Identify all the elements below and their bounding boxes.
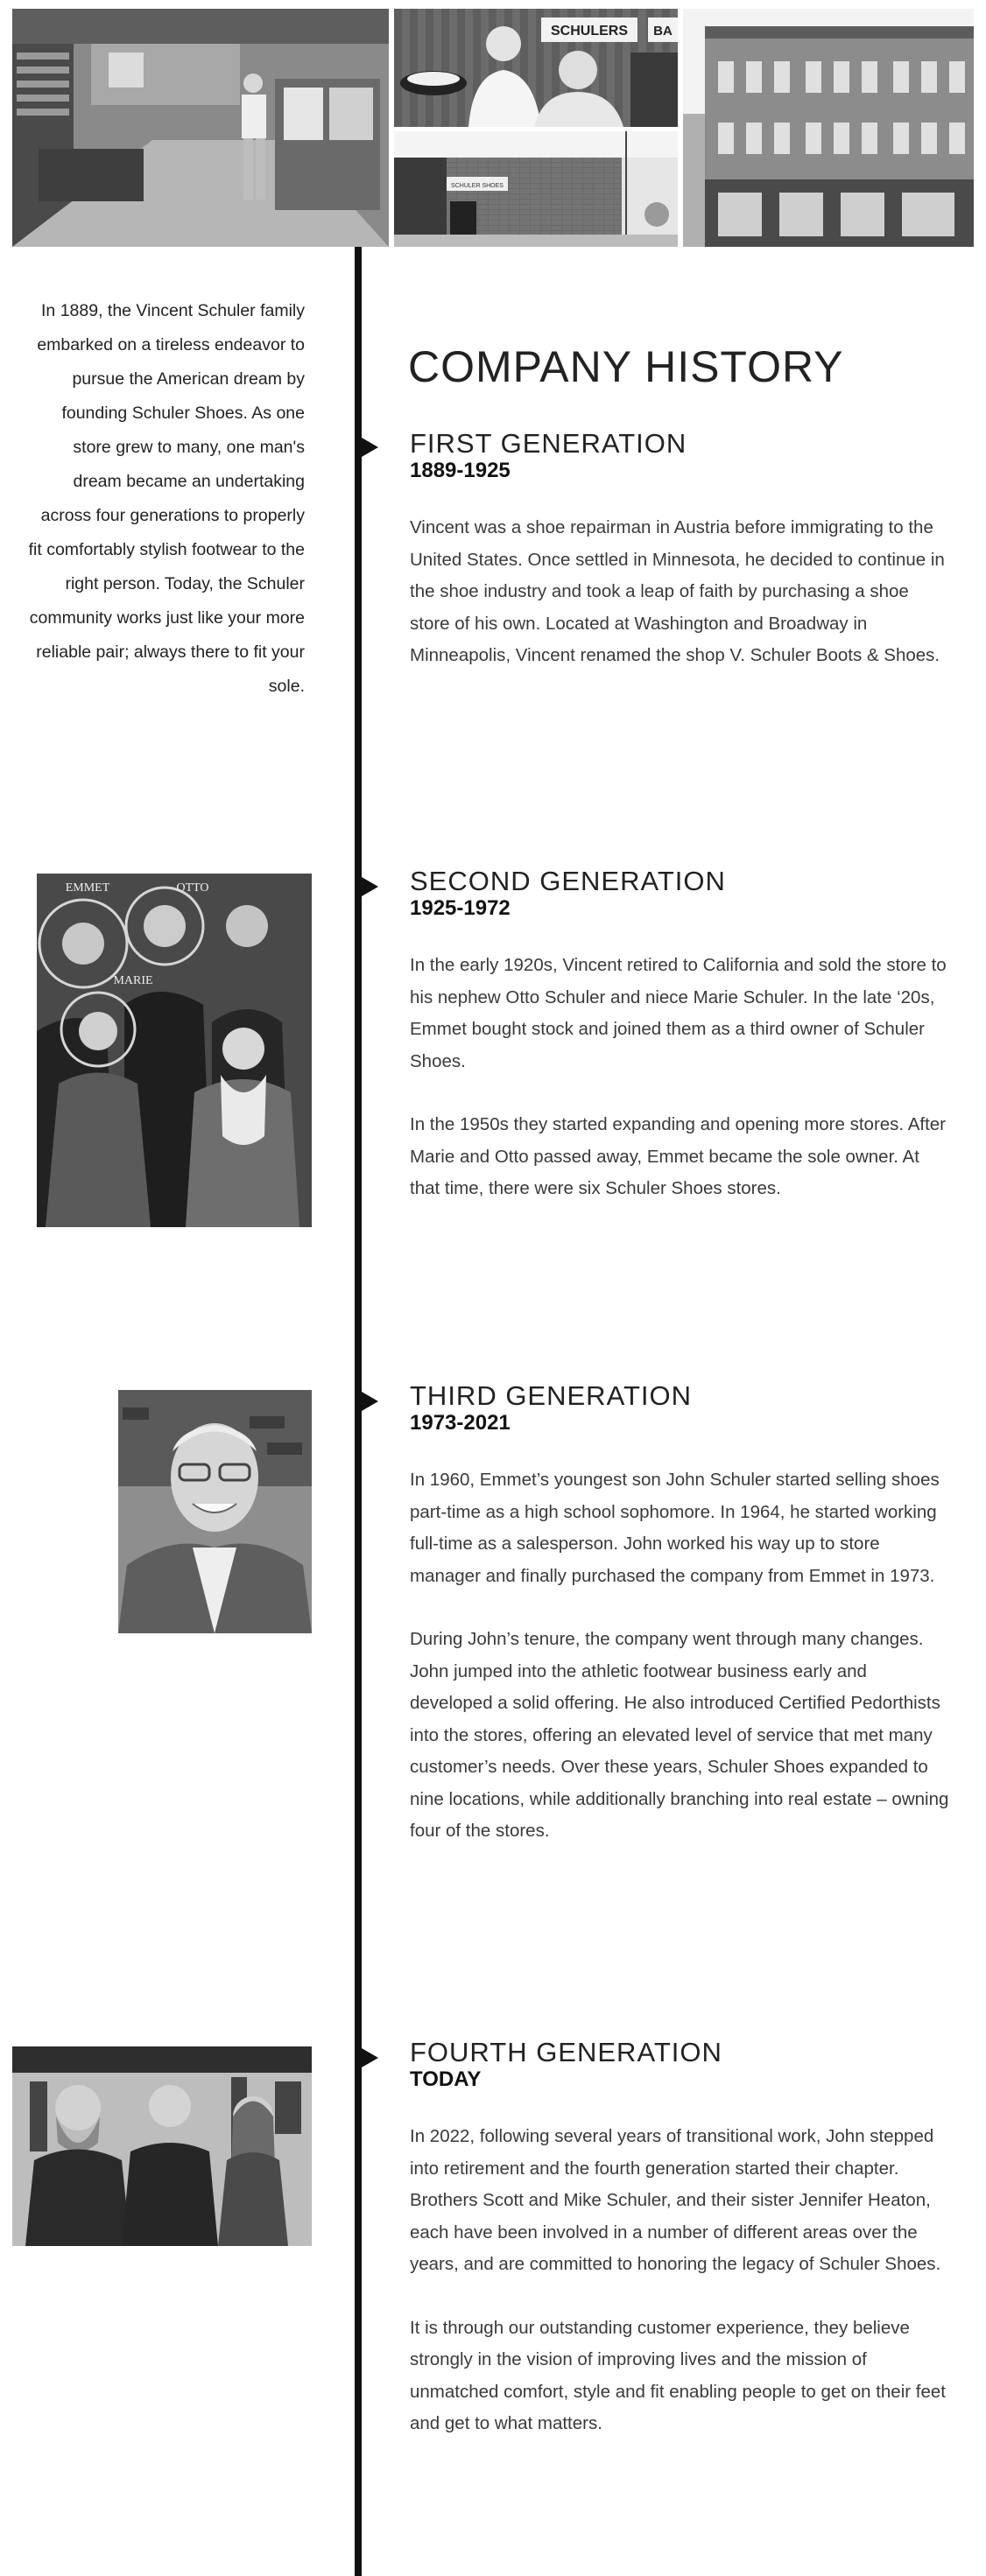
intro-paragraph: In 1889, the Vincent Schuler family embarked on a tireless endeavor to pursue the American dream by founding Schuler Shoes. As one store grew to many, one man's dream became an undertaking across four generations to properly fit comfortably stylish footwear to the right person. Today, the Schuler community works just like your more reliable pair; always there to fit your sole. — [28, 301, 305, 696]
page-title: COMPANY HISTORY — [408, 342, 844, 391]
historic-store-interior-photo — [12, 9, 389, 247]
generation-paragraph: In 1960, Emmet’s youngest son John Schuler started selling shoes part-time as a high school sophomore. In 1964, he started working full-time as a salesperson. John worked his way up to store manager and finally purchased the company from Emmet in 1973. — [410, 1470, 940, 1586]
generation-years: 1889-1925 — [410, 459, 511, 482]
founders-with-shoes-photo — [394, 9, 678, 127]
timeline-marker-4 — [362, 2048, 378, 2067]
generation-years: 1925-1972 — [410, 896, 511, 920]
founders-sign-text: SCHULERS — [550, 24, 629, 39]
founders-sign-text-b: BA — [653, 24, 673, 39]
generation-second — [410, 867, 953, 1205]
generation-paragraph: Vincent was a shoe repairman in Austria before immigrating to the United States. Once settled in Minnesota, he decided to continue in the shoe industry and took a leap of faith by purchasing a shoe store of his own. Located at Washington and Broadway in Minneapolis, Vincent renamed the shop V. Schuler Boots & Shoes. — [410, 517, 945, 665]
generation-paragraph: During John’s tenure, the company went through many changes. John jumped into the athletic footwear business early and developed a solid offering. He also introduced Certified Pedorthists into the stores, offering an elevated level of service that met many customer’s needs. Over these years, Schuler Shoes expanded to nine locations, while additionally branching into real estate – owning four of the stores. — [410, 1629, 949, 1841]
timeline-marker-1 — [362, 438, 378, 457]
generation-third — [410, 1381, 953, 1848]
portrait-label-emmet: EMMET — [65, 881, 110, 895]
portrait-label-marie: MARIE — [113, 974, 153, 987]
generation-paragraph: It is through our outstanding customer experience, they believe strongly in the vision of improving lives and the mission of unmatched comfort, style and fit enabling people to get on their feet and get to what matters. — [410, 2317, 946, 2433]
generation-title: SECOND GENERATION — [410, 866, 726, 896]
generation-paragraph: In the early 1920s, Vincent retired to California and sold the store to his nephew Otto Schuler and niece Marie Schuler. In the late ‘20s, Emmet bought stock and joined them as a third owner of Schuler Shoes. — [410, 955, 947, 1071]
generation-fourth — [410, 2038, 953, 2440]
timeline-marker-3 — [362, 1392, 378, 1411]
modern-store-exterior-photo — [394, 131, 678, 247]
generation-title: FOURTH GENERATION — [410, 2037, 722, 2067]
fourth-generation-siblings-photo — [12, 2046, 312, 2246]
modern-store-sign-text: SCHULER SHOES — [451, 183, 504, 189]
second-generation-family-portrait-photo — [37, 874, 312, 1227]
generation-title: THIRD GENERATION — [410, 1380, 692, 1411]
generation-years: TODAY — [410, 2067, 482, 2091]
timeline-line — [355, 247, 362, 2576]
portrait-label-otto: OTTO — [176, 881, 209, 895]
timeline-marker-2 — [362, 877, 378, 896]
generation-paragraph: In 2022, following several years of transitional work, John stepped into retirement and the fourth generation started their chapter. Brothers Scott and Mike Schuler, and their sister Jennifer Heaton, each have been involved in a number of different areas over the years, and are committed to honoring the legacy of Schuler Shoes. — [410, 2126, 941, 2274]
generation-title: FIRST GENERATION — [410, 428, 687, 459]
john-schuler-portrait-photo — [118, 1390, 312, 1633]
historic-brick-building-photo — [683, 9, 974, 247]
generation-paragraph: In the 1950s they started expanding and opening more stores. After Marie and Otto passed away, Emmet became the sole owner. At that time, there were six Schuler Shoes stores. — [410, 1114, 946, 1198]
generation-first — [410, 429, 953, 672]
generation-years: 1973-2021 — [410, 1411, 511, 1435]
